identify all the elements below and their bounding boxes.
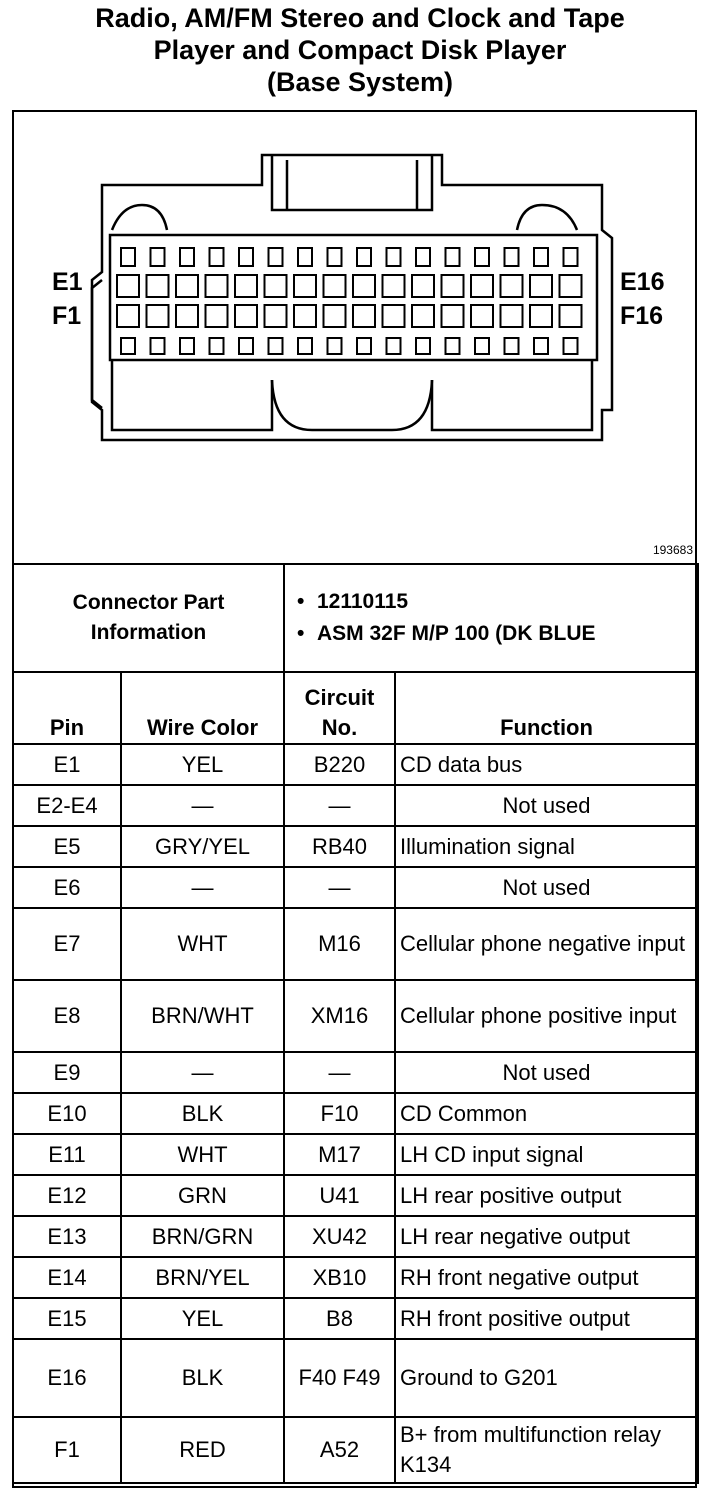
connector-diagram (12, 110, 697, 563)
pin-cavity (180, 338, 194, 354)
cell-circuit: M16 (284, 908, 395, 980)
pin-cavity (265, 305, 287, 327)
cell-pin: E5 (13, 826, 121, 867)
table-row (13, 1216, 698, 1257)
label-e1: E1 (52, 268, 83, 296)
header-wire-color: Wire Color (121, 672, 284, 744)
pin-cavity (151, 248, 165, 266)
cell-wire-color: BLK (121, 1093, 284, 1134)
cell-circuit: F40 F49 (284, 1339, 395, 1417)
cell-pin: E12 (13, 1175, 121, 1216)
pin-cavity (505, 338, 519, 354)
cell-function: Not used (395, 1052, 698, 1093)
cell-circuit: U41 (284, 1175, 395, 1216)
label-f1: F1 (52, 302, 82, 330)
pin-cavity (387, 248, 401, 266)
cell-wire-color: BRN/GRN (121, 1216, 284, 1257)
cell-circuit: F10 (284, 1093, 395, 1134)
table-row (13, 785, 698, 826)
pin-cavity (442, 305, 464, 327)
pin-cavity (353, 275, 375, 297)
pin-cavity (564, 338, 578, 354)
table-row (13, 1257, 698, 1298)
cell-circuit: XU42 (284, 1216, 395, 1257)
pin-cavity (117, 275, 139, 297)
cell-wire-color: — (121, 867, 284, 908)
cell-function: LH rear negative output (395, 1216, 698, 1257)
pin-cavity (269, 338, 283, 354)
pin-cavity (269, 248, 283, 266)
pin-cavity (564, 248, 578, 266)
pin-cavity (239, 338, 253, 354)
label-f16: F16 (620, 302, 664, 330)
table-row (13, 980, 698, 1052)
cell-function: Not used (395, 867, 698, 908)
pin-cavity (294, 275, 316, 297)
table-row (13, 1298, 698, 1339)
cell-pin: E8 (13, 980, 121, 1052)
cell-pin: E2-E4 (13, 785, 121, 826)
cell-function: CD Common (395, 1093, 698, 1134)
cell-wire-color: GRN (121, 1175, 284, 1216)
pinout-table (12, 671, 699, 1484)
connector-info-table (12, 563, 699, 673)
part-number: • 12110115 (289, 586, 693, 618)
pin-cavity (117, 305, 139, 327)
cell-circuit: XM16 (284, 980, 395, 1052)
cell-function: CD data bus (395, 744, 698, 785)
pin-cavity (151, 338, 165, 354)
cell-wire-color: RED (121, 1417, 284, 1483)
cell-pin: E7 (13, 908, 121, 980)
cell-function: Not used (395, 785, 698, 826)
pin-cavity (357, 338, 371, 354)
pin-cavity (147, 305, 169, 327)
cell-circuit: B220 (284, 744, 395, 785)
figure-id: 193683 (652, 543, 693, 557)
table-row (13, 867, 698, 908)
label-e16: E16 (620, 268, 665, 296)
cell-function: Cellular phone negative input (395, 908, 698, 980)
part-description: • ASM 32F M/P 100 (DK BLUE (289, 618, 693, 650)
pin-cavity (294, 305, 316, 327)
pin-cavity (357, 248, 371, 266)
pin-cavity (446, 338, 460, 354)
pin-cavity (328, 248, 342, 266)
pin-cavity (501, 275, 523, 297)
title-line-1: Radio, AM/FM Stereo and Clock and Tape (95, 3, 625, 33)
cell-wire-color: GRY/YEL (121, 826, 284, 867)
pin-cavity (265, 275, 287, 297)
cell-circuit: — (284, 1052, 395, 1093)
pin-cavity (442, 275, 464, 297)
pin-cavity (471, 305, 493, 327)
cell-wire-color: BRN/WHT (121, 980, 284, 1052)
cell-circuit: RB40 (284, 826, 395, 867)
pin-cavity (505, 248, 519, 266)
cell-circuit: B8 (284, 1298, 395, 1339)
cell-pin: E10 (13, 1093, 121, 1134)
title-line-3: (Base System) (266, 67, 454, 97)
pin-cavity (416, 248, 430, 266)
pin-cavity (475, 248, 489, 266)
pin-cavity (235, 275, 257, 297)
table-row (13, 1417, 698, 1483)
cell-wire-color: WHT (121, 908, 284, 980)
pin-cavity (446, 248, 460, 266)
pin-cavity (353, 305, 375, 327)
pin-cavity (147, 275, 169, 297)
pin-cavity (383, 275, 405, 297)
pin-cavity (298, 338, 312, 354)
cell-function: Cellular phone positive input (395, 980, 698, 1052)
cell-wire-color: YEL (121, 1298, 284, 1339)
pin-cavity (416, 338, 430, 354)
cell-wire-color: — (121, 785, 284, 826)
pin-cavity (387, 338, 401, 354)
table-row (13, 1052, 698, 1093)
pin-cavity (298, 248, 312, 266)
pin-cavity (324, 305, 346, 327)
cell-wire-color: BLK (121, 1339, 284, 1417)
page-title (0, 2, 720, 98)
cell-pin: E14 (13, 1257, 121, 1298)
cell-pin: E1 (13, 744, 121, 785)
table-row (13, 1134, 698, 1175)
connector-drawing (12, 110, 697, 563)
pin-cavity (534, 338, 548, 354)
cell-pin: E6 (13, 867, 121, 908)
pin-cavity (383, 305, 405, 327)
cell-pin: E9 (13, 1052, 121, 1093)
cell-wire-color: BRN/YEL (121, 1257, 284, 1298)
pin-cavity (206, 305, 228, 327)
header-circuit: Circuit No. (284, 672, 395, 744)
cell-wire-color: YEL (121, 744, 284, 785)
pin-cavity (560, 275, 582, 297)
pin-cavity (328, 338, 342, 354)
cell-pin: E15 (13, 1298, 121, 1339)
cell-function: RH front positive output (395, 1298, 698, 1339)
pin-cavity (530, 275, 552, 297)
pin-cavity (176, 275, 198, 297)
pin-cavity (239, 248, 253, 266)
pin-cavity (324, 275, 346, 297)
table-row (13, 1093, 698, 1134)
cell-pin: E16 (13, 1339, 121, 1417)
pin-cavity (560, 305, 582, 327)
cell-function: LH CD input signal (395, 1134, 698, 1175)
cell-function: Illumination signal (395, 826, 698, 867)
pin-grid (117, 248, 582, 354)
table-row (13, 1175, 698, 1216)
table-row (13, 908, 698, 980)
cell-pin: E11 (13, 1134, 121, 1175)
cell-function: B+ from multifunction relay K134 (395, 1417, 698, 1483)
cell-circuit: XB10 (284, 1257, 395, 1298)
pin-cavity (121, 338, 135, 354)
connector-info-label: Connector Part Information (13, 564, 284, 672)
pin-cavity (412, 305, 434, 327)
cell-circuit: A52 (284, 1417, 395, 1483)
cell-function: Ground to G201 (395, 1339, 698, 1417)
table-header (13, 672, 698, 744)
pin-cavity (530, 305, 552, 327)
cell-function: LH rear positive output (395, 1175, 698, 1216)
pin-cavity (235, 305, 257, 327)
cell-function: RH front negative output (395, 1257, 698, 1298)
pin-cavity (210, 248, 224, 266)
pin-cavity (471, 275, 493, 297)
cell-wire-color: WHT (121, 1134, 284, 1175)
cell-circuit: — (284, 785, 395, 826)
pin-cavity (534, 248, 548, 266)
table-row (13, 1339, 698, 1417)
cell-pin: F1 (13, 1417, 121, 1483)
table-row (13, 826, 698, 867)
cell-circuit: M17 (284, 1134, 395, 1175)
pin-cavity (176, 305, 198, 327)
header-function: Function (395, 672, 698, 744)
title-line-2: Player and Compact Disk Player (153, 35, 567, 65)
cell-circuit: — (284, 867, 395, 908)
pin-cavity (180, 248, 194, 266)
cell-wire-color: — (121, 1052, 284, 1093)
cell-pin: E13 (13, 1216, 121, 1257)
connector-part-list (284, 564, 698, 672)
pin-cavity (210, 338, 224, 354)
header-pin: Pin (13, 672, 121, 744)
pin-cavity (501, 305, 523, 327)
table-row (13, 744, 698, 785)
pin-cavity (206, 275, 228, 297)
pin-cavity (412, 275, 434, 297)
pin-cavity (475, 338, 489, 354)
pin-cavity (121, 248, 135, 266)
table-body (13, 744, 698, 1483)
